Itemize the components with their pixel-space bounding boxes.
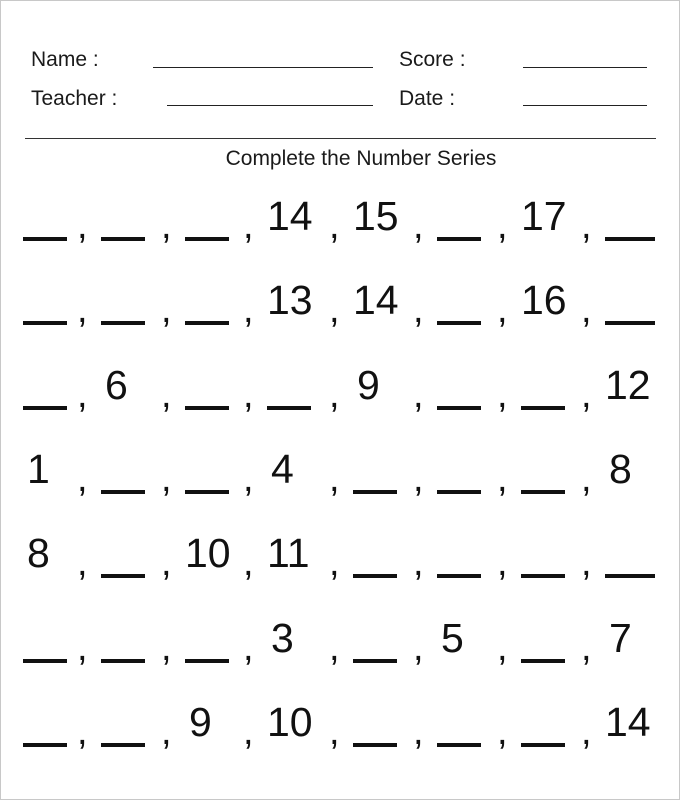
given-number-cell — [521, 273, 573, 333]
comma-separator: , — [243, 627, 254, 669]
comma-separator: , — [161, 542, 172, 584]
comma-separator: , — [329, 627, 340, 669]
given-number-cell — [267, 273, 319, 333]
answer-blank-cell[interactable] — [437, 273, 489, 333]
comma-separator: , — [77, 458, 88, 500]
answer-blank-cell[interactable] — [353, 611, 405, 671]
series-number: 14 — [267, 193, 313, 239]
answer-blank[interactable] — [521, 574, 565, 578]
comma-separator: , — [161, 627, 172, 669]
series-number: 9 — [357, 362, 380, 408]
series-row — [1, 189, 680, 249]
given-number-cell — [267, 611, 319, 671]
answer-blank-cell[interactable] — [23, 358, 75, 418]
comma-separator: , — [243, 374, 254, 416]
answer-blank[interactable] — [437, 406, 481, 410]
answer-blank[interactable] — [605, 321, 655, 325]
comma-separator: , — [161, 374, 172, 416]
comma-separator: , — [413, 458, 424, 500]
answer-blank-cell[interactable] — [521, 611, 573, 671]
answer-blank[interactable] — [23, 659, 67, 663]
comma-separator: , — [243, 458, 254, 500]
answer-blank[interactable] — [521, 743, 565, 747]
answer-blank-cell[interactable] — [23, 189, 75, 249]
answer-blank-cell[interactable] — [185, 189, 237, 249]
answer-blank-cell[interactable] — [101, 695, 153, 755]
answer-blank[interactable] — [101, 321, 145, 325]
comma-separator: , — [77, 627, 88, 669]
answer-blank[interactable] — [521, 490, 565, 494]
comma-separator: , — [243, 711, 254, 753]
answer-blank-cell[interactable] — [185, 442, 237, 502]
header-divider — [25, 138, 656, 139]
answer-blank-cell[interactable] — [101, 611, 153, 671]
comma-separator: , — [497, 458, 508, 500]
series-row — [1, 442, 680, 502]
answer-blank-cell[interactable] — [185, 358, 237, 418]
answer-blank[interactable] — [521, 659, 565, 663]
answer-blank[interactable] — [101, 490, 145, 494]
series-number: 12 — [605, 362, 651, 408]
comma-separator: , — [329, 458, 340, 500]
answer-blank-cell[interactable] — [23, 611, 75, 671]
given-number-cell — [267, 442, 319, 502]
comma-separator: , — [243, 542, 254, 584]
teacher-line — [167, 105, 373, 106]
answer-blank-cell[interactable] — [185, 273, 237, 333]
series-row — [1, 695, 680, 755]
series-number: 11 — [267, 530, 310, 576]
answer-blank-cell[interactable] — [185, 611, 237, 671]
comma-separator: , — [161, 289, 172, 331]
given-number-cell — [185, 526, 237, 586]
given-number-cell — [353, 358, 405, 418]
answer-blank[interactable] — [437, 321, 481, 325]
given-number-cell — [101, 358, 153, 418]
answer-blank[interactable] — [101, 743, 145, 747]
given-number-cell — [185, 695, 237, 755]
comma-separator: , — [497, 205, 508, 247]
answer-blank[interactable] — [23, 406, 67, 410]
answer-blank-cell[interactable] — [521, 358, 573, 418]
answer-blank-cell[interactable] — [101, 526, 153, 586]
answer-blank[interactable] — [605, 574, 655, 578]
series-row — [1, 526, 680, 586]
answer-blank[interactable] — [605, 237, 655, 241]
comma-separator: , — [329, 542, 340, 584]
answer-blank-cell[interactable] — [353, 695, 405, 755]
answer-blank[interactable] — [185, 490, 229, 494]
comma-separator: , — [77, 205, 88, 247]
series-number: 10 — [267, 699, 313, 745]
answer-blank-cell[interactable] — [353, 526, 405, 586]
series-number: 3 — [271, 615, 294, 661]
answer-blank[interactable] — [353, 743, 397, 747]
series-number: 16 — [521, 277, 567, 323]
answer-blank[interactable] — [185, 237, 229, 241]
comma-separator: , — [243, 205, 254, 247]
answer-blank-cell[interactable] — [437, 695, 489, 755]
answer-blank-cell[interactable] — [267, 358, 319, 418]
series-number: 10 — [185, 530, 231, 576]
answer-blank-cell[interactable] — [101, 442, 153, 502]
comma-separator: , — [77, 289, 88, 331]
given-number-cell — [605, 695, 657, 755]
comma-separator: , — [413, 627, 424, 669]
given-number-cell — [23, 442, 75, 502]
answer-blank[interactable] — [185, 406, 229, 410]
comma-separator: , — [581, 374, 592, 416]
comma-separator: , — [413, 711, 424, 753]
comma-separator: , — [581, 627, 592, 669]
series-number: 14 — [605, 699, 651, 745]
answer-blank-cell[interactable] — [521, 695, 573, 755]
answer-blank[interactable] — [101, 659, 145, 663]
series-number: 13 — [267, 277, 313, 323]
answer-blank[interactable] — [437, 490, 481, 494]
comma-separator: , — [77, 374, 88, 416]
comma-separator: , — [581, 542, 592, 584]
answer-blank-cell[interactable] — [23, 695, 75, 755]
series-number: 14 — [353, 277, 399, 323]
answer-blank-cell[interactable] — [437, 358, 489, 418]
comma-separator: , — [329, 289, 340, 331]
series-number: 7 — [609, 615, 632, 661]
answer-blank[interactable] — [437, 574, 481, 578]
answer-blank[interactable] — [353, 659, 397, 663]
answer-blank[interactable] — [101, 574, 145, 578]
series-number: 8 — [609, 446, 632, 492]
comma-separator: , — [161, 458, 172, 500]
comma-separator: , — [581, 458, 592, 500]
answer-blank[interactable] — [267, 406, 311, 410]
answer-blank[interactable] — [23, 321, 67, 325]
name-label: Name : — [31, 48, 99, 71]
comma-separator: , — [161, 205, 172, 247]
answer-blank[interactable] — [437, 743, 481, 747]
series-number: 1 — [27, 446, 50, 492]
answer-blank-cell[interactable] — [605, 526, 657, 586]
given-number-cell — [267, 695, 319, 755]
answer-blank-cell[interactable] — [521, 442, 573, 502]
series-number: 6 — [105, 362, 128, 408]
answer-blank-cell[interactable] — [521, 526, 573, 586]
comma-separator: , — [161, 711, 172, 753]
given-number-cell — [23, 526, 75, 586]
comma-separator: , — [413, 205, 424, 247]
answer-blank[interactable] — [185, 321, 229, 325]
answer-blank[interactable] — [101, 237, 145, 241]
answer-blank[interactable] — [23, 743, 67, 747]
answer-blank[interactable] — [521, 406, 565, 410]
comma-separator: , — [497, 711, 508, 753]
comma-separator: , — [497, 542, 508, 584]
series-number: 5 — [441, 615, 464, 661]
comma-separator: , — [497, 374, 508, 416]
score-line — [523, 67, 647, 68]
score-label: Score : — [399, 48, 466, 71]
comma-separator: , — [497, 627, 508, 669]
answer-blank-cell[interactable] — [101, 273, 153, 333]
comma-separator: , — [581, 289, 592, 331]
answer-blank[interactable] — [437, 237, 481, 241]
comma-separator: , — [413, 289, 424, 331]
series-row — [1, 611, 680, 671]
series-number: 9 — [189, 699, 212, 745]
comma-separator: , — [413, 542, 424, 584]
name-line — [153, 67, 373, 68]
date-label: Date : — [399, 87, 456, 110]
series-row — [1, 358, 680, 418]
worksheet-title: Complete the Number Series — [225, 147, 497, 170]
given-number-cell — [267, 189, 319, 249]
comma-separator: , — [329, 374, 340, 416]
given-number-cell — [521, 189, 573, 249]
answer-blank[interactable] — [353, 574, 397, 578]
comma-separator: , — [329, 711, 340, 753]
answer-blank-cell[interactable] — [437, 189, 489, 249]
given-number-cell — [267, 526, 319, 586]
answer-blank-cell[interactable] — [605, 189, 657, 249]
series-row — [1, 273, 680, 333]
comma-separator: , — [581, 711, 592, 753]
date-line — [523, 105, 647, 106]
series-number: 8 — [27, 530, 50, 576]
answer-blank-cell[interactable] — [101, 189, 153, 249]
answer-blank[interactable] — [185, 659, 229, 663]
answer-blank[interactable] — [353, 490, 397, 494]
comma-separator: , — [77, 711, 88, 753]
series-number: 15 — [353, 193, 399, 239]
answer-blank-cell[interactable] — [353, 442, 405, 502]
comma-separator: , — [243, 289, 254, 331]
given-number-cell — [353, 273, 405, 333]
given-number-cell — [605, 358, 657, 418]
answer-blank-cell[interactable] — [437, 442, 489, 502]
comma-separator: , — [413, 374, 424, 416]
given-number-cell — [605, 442, 657, 502]
answer-blank-cell[interactable] — [437, 526, 489, 586]
comma-separator: , — [329, 205, 340, 247]
answer-blank-cell[interactable] — [605, 273, 657, 333]
given-number-cell — [605, 611, 657, 671]
comma-separator: , — [497, 289, 508, 331]
comma-separator: , — [77, 542, 88, 584]
answer-blank[interactable] — [23, 237, 67, 241]
comma-separator: , — [581, 205, 592, 247]
given-number-cell — [353, 189, 405, 249]
series-number: 17 — [521, 193, 567, 239]
answer-blank-cell[interactable] — [23, 273, 75, 333]
teacher-label: Teacher : — [31, 87, 118, 110]
given-number-cell — [437, 611, 489, 671]
series-number: 4 — [271, 446, 294, 492]
